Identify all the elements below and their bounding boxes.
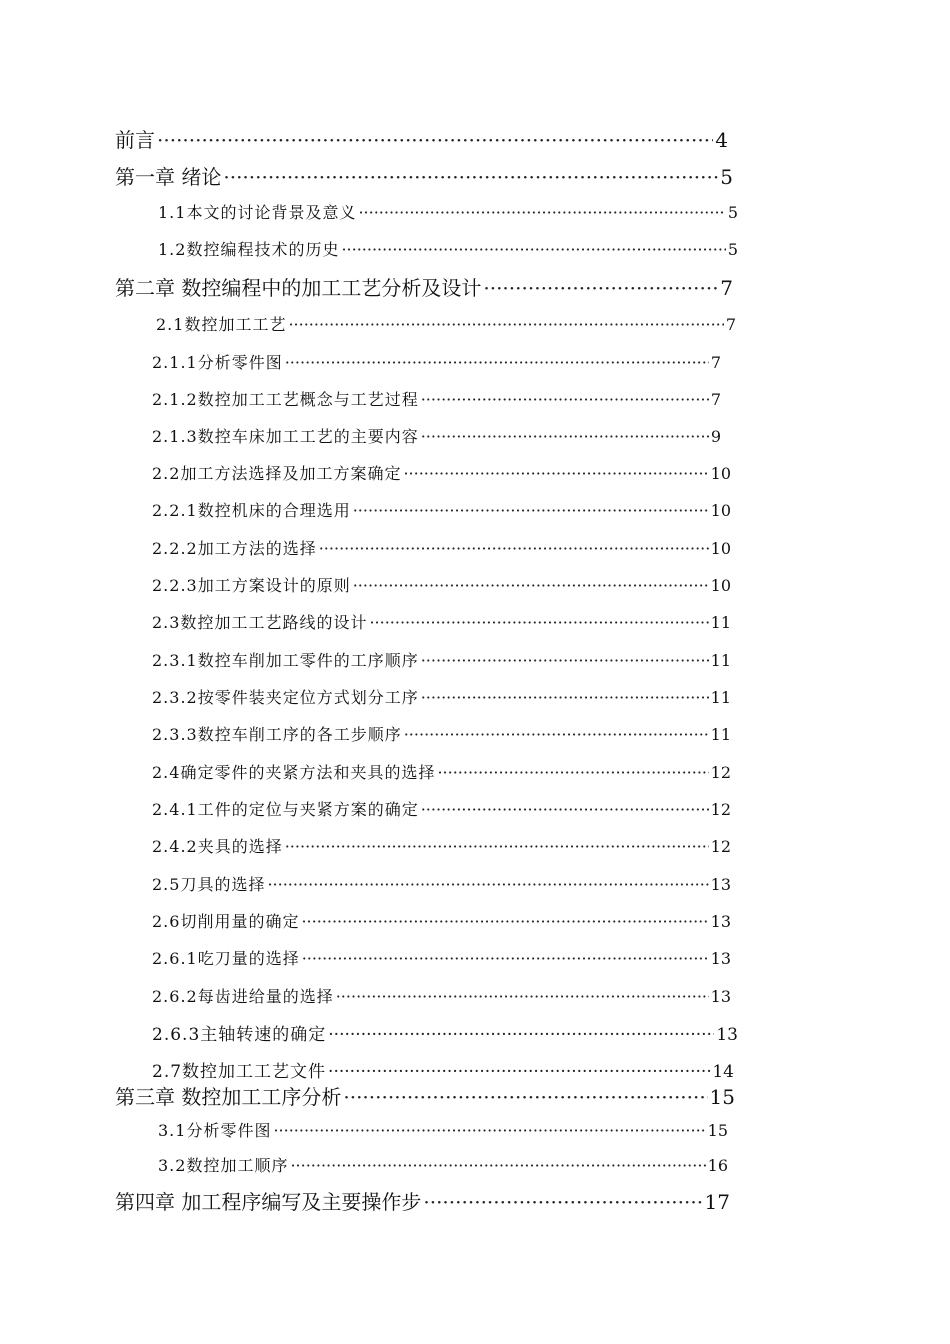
toc-entry-page: 9 bbox=[710, 427, 721, 446]
toc-entry-page: 10 bbox=[710, 501, 731, 520]
toc-entry-title: 2.1.2数控加工工艺概念与工艺过程 bbox=[152, 390, 419, 409]
toc-entry-title: 2.1.3数控车床加工工艺的主要内容 bbox=[152, 427, 419, 446]
dot-leader bbox=[267, 875, 708, 894]
toc-entry-page: 13 bbox=[710, 987, 731, 1006]
toc-entry bbox=[152, 424, 721, 447]
toc-entry-page: 5 bbox=[727, 203, 738, 222]
toc-entry-title: 3.1分析零件图 bbox=[158, 1121, 272, 1140]
toc-entry-page: 11 bbox=[710, 688, 731, 707]
toc-entry-page: 10 bbox=[710, 539, 731, 558]
toc-entry-title: 2.2加工方法选择及加工方案确定 bbox=[152, 464, 402, 483]
dot-leader bbox=[341, 240, 725, 259]
dot-leader bbox=[273, 1121, 705, 1140]
toc-entry-page: 12 bbox=[710, 837, 731, 856]
toc-entry-page: 7 bbox=[720, 276, 733, 300]
dot-leader bbox=[319, 539, 709, 558]
dot-leader bbox=[404, 725, 709, 744]
toc-entry bbox=[152, 461, 731, 484]
dot-leader bbox=[421, 427, 709, 446]
toc-entry-title: 2.1.1分析零件图 bbox=[152, 353, 283, 372]
toc-entry-page: 15 bbox=[709, 1085, 735, 1109]
toc-entry bbox=[152, 573, 731, 596]
dot-leader bbox=[353, 576, 709, 595]
dot-leader bbox=[353, 501, 709, 520]
dot-leader bbox=[437, 763, 708, 782]
dot-leader bbox=[223, 165, 718, 189]
toc-entry-page: 16 bbox=[707, 1156, 728, 1175]
toc-entry-title: 2.1数控加工工艺 bbox=[156, 315, 287, 334]
toc-entry-page: 10 bbox=[710, 464, 731, 483]
dot-leader bbox=[403, 464, 708, 483]
toc-entry-title: 2.6切削用量的确定 bbox=[152, 912, 300, 931]
dot-leader bbox=[421, 688, 709, 707]
toc-entry-title: 第二章 数控编程中的加工工艺分析及设计 bbox=[115, 276, 482, 300]
toc-entry-page: 11 bbox=[710, 725, 731, 744]
toc-entry bbox=[152, 1020, 738, 1045]
toc-entry-title: 第一章 绪论 bbox=[115, 165, 222, 189]
toc-entry bbox=[115, 124, 728, 153]
toc-entry-title: 第三章 数控加工工序分析 bbox=[115, 1085, 342, 1109]
toc-entry bbox=[152, 648, 731, 671]
toc-entry-title: 2.4确定零件的夹紧方法和夹具的选择 bbox=[152, 763, 436, 782]
toc-entry-title: 2.6.1吃刀量的选择 bbox=[152, 949, 300, 968]
toc-entry bbox=[158, 237, 738, 260]
toc-entry-page: 10 bbox=[710, 576, 731, 595]
toc-entry-title: 2.2.2加工方法的选择 bbox=[152, 539, 317, 558]
dot-leader bbox=[290, 1156, 705, 1175]
toc-entry bbox=[152, 350, 721, 373]
dot-leader bbox=[421, 800, 709, 819]
dot-leader bbox=[358, 203, 725, 222]
toc-entry-page: 11 bbox=[710, 651, 731, 670]
dot-leader bbox=[157, 128, 713, 152]
toc-entry bbox=[152, 387, 721, 410]
dot-leader bbox=[302, 949, 709, 968]
toc-entry-title: 2.3.2按零件装夹定位方式划分工序 bbox=[152, 688, 419, 707]
toc-entry-title: 第四章 加工程序编写及主要操作步 bbox=[115, 1190, 422, 1214]
toc-entry bbox=[158, 1118, 728, 1141]
toc-entry-title: 2.4.1工件的定位与夹紧方案的确定 bbox=[152, 800, 419, 819]
toc-entry-title: 2.4.2夹具的选择 bbox=[152, 837, 283, 856]
dot-leader bbox=[288, 315, 723, 334]
toc-entry bbox=[152, 610, 731, 633]
dot-leader bbox=[285, 837, 709, 856]
dot-leader bbox=[369, 613, 708, 632]
toc-entry bbox=[152, 760, 731, 783]
toc-entry bbox=[152, 722, 731, 745]
toc-entry bbox=[152, 797, 731, 820]
toc-entry-title: 2.2.1数控机床的合理选用 bbox=[152, 501, 351, 520]
toc-entry-page: 7 bbox=[710, 390, 721, 409]
toc-entry-title: 2.6.3主轴转速的确定 bbox=[152, 1025, 327, 1045]
dot-leader bbox=[336, 987, 709, 1006]
toc-entry-page: 13 bbox=[710, 949, 731, 968]
toc-entry-page: 7 bbox=[710, 353, 721, 372]
toc-entry-title: 2.3.1数控车削加工零件的工序顺序 bbox=[152, 651, 419, 670]
toc-entry bbox=[115, 1186, 730, 1215]
toc-entry-page: 13 bbox=[710, 875, 731, 894]
toc-entry bbox=[115, 272, 733, 301]
dot-leader bbox=[343, 1085, 707, 1109]
dot-leader bbox=[421, 390, 709, 409]
toc-entry-title: 前言 bbox=[115, 128, 155, 152]
toc-entry-title: 2.7数控加工工艺文件 bbox=[152, 1062, 327, 1082]
toc-entry bbox=[152, 685, 731, 708]
dot-leader bbox=[301, 912, 708, 931]
dot-leader bbox=[423, 1190, 702, 1214]
toc-entry-page: 11 bbox=[710, 613, 731, 632]
dot-leader bbox=[285, 353, 709, 372]
toc-entry-page: 12 bbox=[710, 800, 731, 819]
toc-entry-title: 1.1本文的讨论背景及意义 bbox=[158, 203, 357, 222]
toc-entry-page: 14 bbox=[712, 1062, 734, 1082]
toc-entry-page: 5 bbox=[727, 240, 738, 259]
toc-entry bbox=[152, 1057, 734, 1082]
toc-entry-title: 3.2数控加工顺序 bbox=[158, 1156, 289, 1175]
toc-entry-page: 15 bbox=[707, 1121, 728, 1140]
toc-entry-page: 17 bbox=[704, 1190, 730, 1214]
toc-entry bbox=[115, 1081, 735, 1110]
toc-entry bbox=[152, 984, 731, 1007]
toc-entry-title: 2.6.2每齿进给量的选择 bbox=[152, 987, 334, 1006]
toc-entry-page: 4 bbox=[715, 128, 728, 152]
dot-leader bbox=[483, 276, 718, 300]
toc-entry-page: 5 bbox=[720, 165, 733, 189]
toc-entry bbox=[158, 200, 738, 223]
toc-entry-page: 13 bbox=[716, 1025, 738, 1045]
dot-leader bbox=[328, 1025, 714, 1045]
toc-entry-page: 7 bbox=[725, 315, 736, 334]
toc-entry bbox=[115, 161, 733, 190]
toc-entry-title: 2.5刀具的选择 bbox=[152, 875, 266, 894]
toc-entry bbox=[152, 872, 731, 895]
toc-entry bbox=[152, 909, 731, 932]
toc-entry-page: 13 bbox=[710, 912, 731, 931]
toc-entry bbox=[158, 1153, 728, 1176]
toc-entry bbox=[156, 312, 736, 335]
toc-entry-title: 2.3数控加工工艺路线的设计 bbox=[152, 613, 368, 632]
toc-entry-title: 1.2数控编程技术的历史 bbox=[158, 240, 340, 259]
toc-entry bbox=[152, 498, 731, 521]
toc-entry-page: 12 bbox=[710, 763, 731, 782]
toc-entry-title: 2.2.3加工方案设计的原则 bbox=[152, 576, 351, 595]
dot-leader bbox=[421, 651, 709, 670]
toc-entry bbox=[152, 834, 731, 857]
dot-leader bbox=[328, 1062, 710, 1082]
toc-entry bbox=[152, 536, 731, 559]
toc-entry-title: 2.3.3数控车削工序的各工步顺序 bbox=[152, 725, 402, 744]
toc-entry bbox=[152, 946, 731, 969]
